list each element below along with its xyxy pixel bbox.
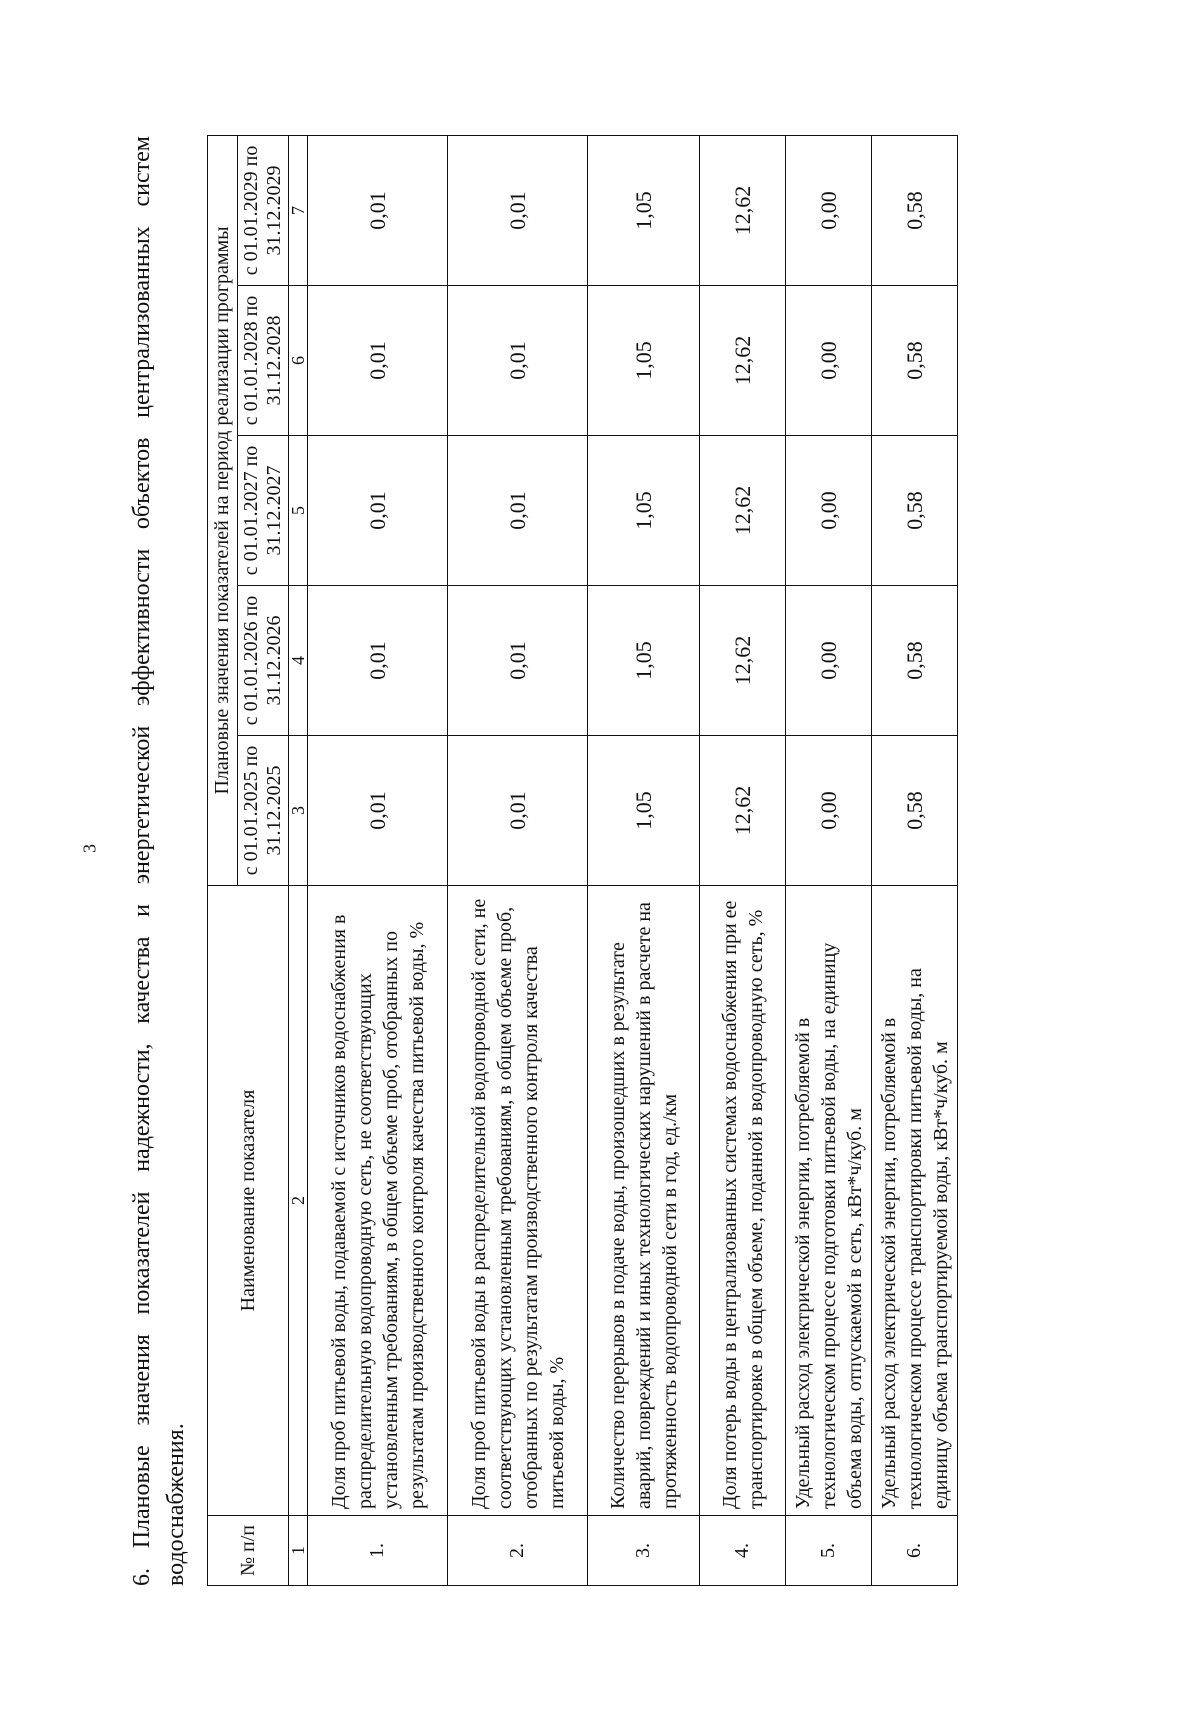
indicator-value: 1,05 [588, 436, 700, 586]
indicator-value: 0,00 [786, 135, 872, 285]
row-number: 5. [786, 1516, 872, 1586]
period-header: с 01.01.2025 по 31.12.2025 [238, 736, 289, 886]
section-heading-continuation: водоснабжения. [163, 1423, 189, 1586]
indicator-value: 12,62 [700, 436, 786, 586]
indicator-value: 1,05 [588, 286, 700, 436]
column-index: 3 [289, 736, 308, 886]
indicator-value: 0,01 [308, 736, 448, 886]
column-index: 7 [289, 135, 308, 285]
indicator-value: 0,01 [308, 436, 448, 586]
indicator-value: 0,01 [308, 286, 448, 436]
indicator-value: 0,01 [448, 586, 588, 736]
indicators-table [207, 135, 958, 1586]
indicator-name: Удельный расход электрической энергии, потребляемой в технологическом процессе транспортировки питьевой воды, на единицу объема транспортируемой воды, кВт*ч/куб. м [872, 886, 958, 1516]
period-header: с 01.01.2028 по 31.12.2028 [238, 286, 289, 436]
indicator-value: 0,58 [872, 286, 958, 436]
indicator-value: 12,62 [700, 135, 786, 285]
period-header: с 01.01.2029 по 31.12.2029 [238, 135, 289, 285]
indicator-name: Удельный расход электрической энергии, потребляемой в технологическом процессе подготовки питьевой воды, на единицу объема воды, отпускаемой в сеть, кВт*ч/куб. м [786, 886, 872, 1516]
indicator-value: 0,01 [448, 135, 588, 285]
column-index: 1 [289, 1516, 308, 1586]
indicator-value: 0,58 [872, 586, 958, 736]
indicator-value: 0,00 [786, 736, 872, 886]
indicator-value: 0,01 [448, 286, 588, 436]
indicator-value: 0,00 [786, 586, 872, 736]
indicator-value: 0,00 [786, 286, 872, 436]
indicator-name: Доля проб питьевой воды, подаваемой с источников водоснабжения в распределительную водопроводную сеть, не соответствующих установленным требованиям, в общем объеме проб, отобранных по результатам производственного контроля качества питьевой воды, % [308, 886, 448, 1516]
col-num-header: № п/п [208, 1516, 289, 1586]
indicator-value: 0,00 [786, 436, 872, 586]
indicator-value: 0,58 [872, 135, 958, 285]
row-number: 2. [448, 1516, 588, 1586]
row-number: 3. [588, 1516, 700, 1586]
rotated-content [125, 136, 1075, 1586]
indicator-value: 0,58 [872, 736, 958, 886]
table-row [308, 135, 448, 1585]
indicator-name: Количество перерывов в подаче воды, произошедших в результате аварий, повреждений и иных технологических нарушений в расчете на протяженность водопроводной сети в год, ед./км [588, 886, 700, 1516]
table-row [588, 135, 700, 1585]
table-row [872, 135, 958, 1585]
indicator-name: Доля потерь воды в централизованных системах водоснабжения при ее транспортировке в общем объеме, поданной в водопроводную сеть, % [700, 886, 786, 1516]
indicator-value: 1,05 [588, 736, 700, 886]
page-number: 3 [79, 844, 100, 853]
indicator-value: 0,01 [448, 436, 588, 586]
indicator-value: 0,01 [308, 586, 448, 736]
row-number: 4. [700, 1516, 786, 1586]
column-index: 5 [289, 436, 308, 586]
indicator-value: 1,05 [588, 135, 700, 285]
section-heading: 6. Плановые значения показателей надежности, качества и энергетической эффективности объектов централизованных систем [129, 136, 155, 1586]
indicator-value: 1,05 [588, 586, 700, 736]
row-number: 1. [308, 1516, 448, 1586]
table-row [448, 135, 588, 1585]
group-header: Плановые значения показателей на период реализации программы [208, 135, 238, 885]
table-row [786, 135, 872, 1585]
column-index: 6 [289, 286, 308, 436]
indicator-value: 12,62 [700, 736, 786, 886]
indicator-value: 0,58 [872, 436, 958, 586]
period-header: с 01.01.2027 по 31.12.2027 [238, 436, 289, 586]
row-number: 6. [872, 1516, 958, 1586]
indicator-value: 0,01 [308, 135, 448, 285]
col-name-header: Наименование показателя [208, 886, 289, 1516]
period-header: с 01.01.2026 по 31.12.2026 [238, 586, 289, 736]
column-index: 2 [289, 886, 308, 1516]
table-row [700, 135, 786, 1585]
indicator-value: 12,62 [700, 586, 786, 736]
indicator-value: 12,62 [700, 286, 786, 436]
column-index: 4 [289, 586, 308, 736]
indicator-name: Доля проб питьевой воды в распределительной водопроводной сети, не соответствующих установленным требованиям, в общем объеме проб, отобранных по результатам производственного контроля качества питьевой воды, % [448, 886, 588, 1516]
indicator-value: 0,01 [448, 736, 588, 886]
